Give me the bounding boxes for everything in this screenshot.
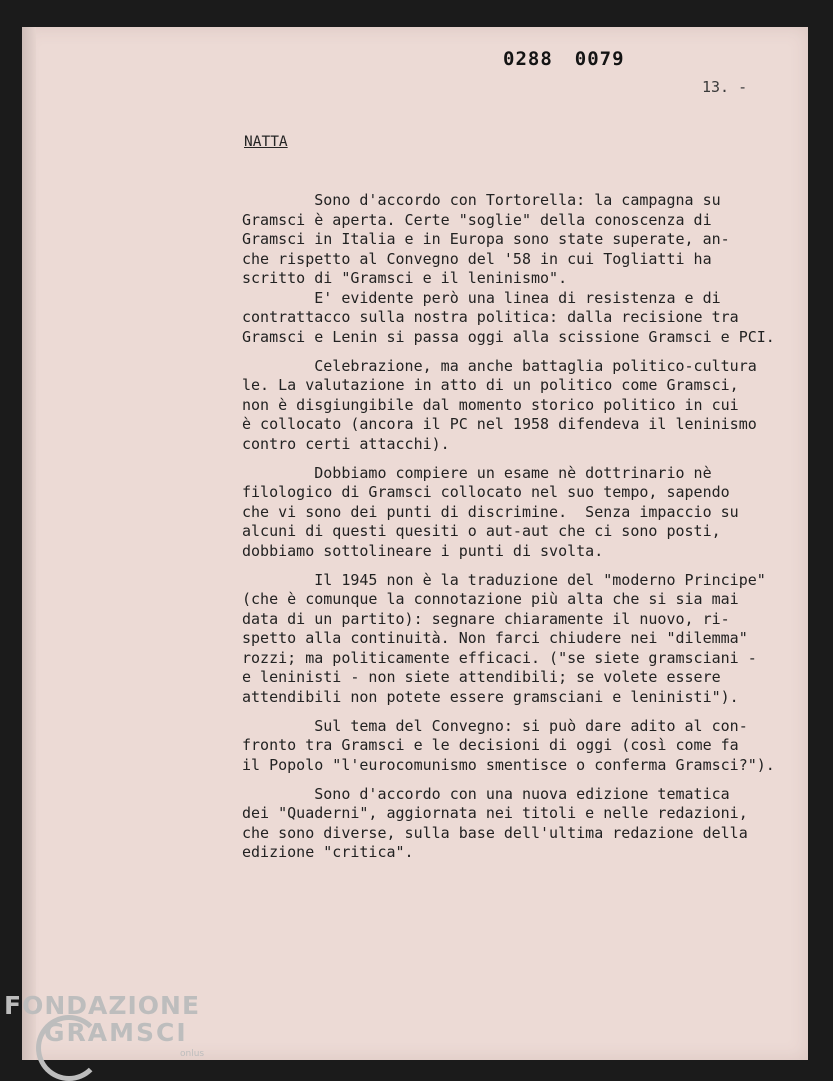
logo-line-1: FONDAZIONE <box>4 991 201 1020</box>
archive-number-part-b: 0079 <box>574 48 625 70</box>
paragraph-4: Il 1945 non è la traduzione del "moderno Principe" (che è comunque la connotazione più alta che si sia mai data di un partito): segnare chiaramente il nuovo, ri- spetto alla continuità. Non farci chiudere nei "dilemma" rozzi; ma politicamente efficaci. ("se siete gramsciani - e leninisti - non siete attendibili; se volete essere attendibili non potete essere gramsciani e leninisti"). <box>242 570 766 706</box>
page-edge <box>22 27 36 1060</box>
archive-number <box>503 48 647 70</box>
paragraph-5: Sul tema del Convegno: si può dare adito al con- fronto tra Gramsci e le decisioni di oggi (così come fa il Popolo "l'eurocomunismo smentisce o conferma Gramsci?"). <box>242 716 775 774</box>
archive-number-part-a: 0288 <box>503 48 553 70</box>
paragraph-3: Dobbiamo compiere un esame nè dottrinario nè filologico di Gramsci collocato nel suo tempo, sapendo che vi sono dei punti di discrimine. Senza impaccio su alcuni di questi quesiti o aut-aut che ci sono posti, dobbiamo sottolineare i punti di svolta. <box>242 463 739 560</box>
logo-subtitle: onlus <box>180 1049 205 1059</box>
paragraph-6: Sono d'accordo con una nuova edizione tematica dei "Quaderni", aggiornata nei titoli e nelle redazioni, che sono diverse, sulla base dell'ultima redazione della edizione "critica". <box>242 784 748 861</box>
paragraph-2: Celebrazione, ma anche battaglia politico-cultura le. La valutazione in atto di un politico come Gramsci, non è disgiungibile dal momento storico politico in cui è collocato (ancora il PC nel 1958 difendeva il leninismo contro certi attacchi). <box>242 356 757 453</box>
speech-body <box>242 191 812 872</box>
logo-line-2: GRAMSCI <box>44 1018 188 1047</box>
speaker-heading: NATTA <box>244 134 288 150</box>
g-logo-icon <box>36 1015 102 1081</box>
page-number: 13. - <box>702 78 748 96</box>
paragraph-1: Sono d'accordo con Tortorella: la campagna su Gramsci è aperta. Certe "soglie" della conoscenza di Gramsci in Italia e in Europa sono state superate, an- che rispetto al Convegno del '58 in cui Togliatti ha scritto di "Gramsci e il leninismo". E' evidente però una linea di resistenza e di contrattacco sulla nostra politica: dalla recisione tra Gramsci e Lenin si passa oggi alla scissione Gramsci e PCI. <box>242 191 775 346</box>
fondazione-gramsci-logo <box>4 991 205 1059</box>
